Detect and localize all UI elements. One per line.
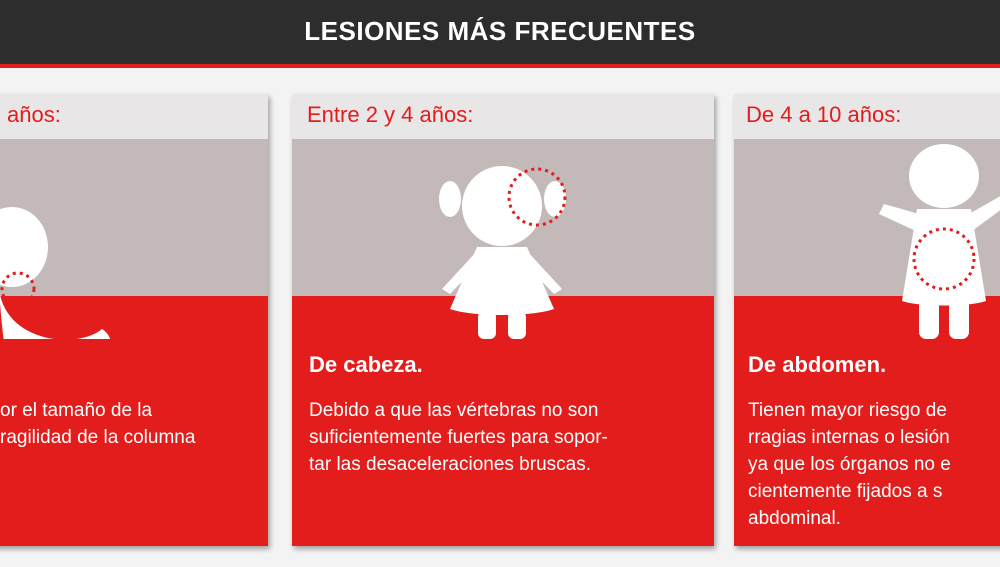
card-subtitle: De cabeza.	[309, 352, 423, 377]
header-bar	[0, 0, 1000, 68]
description-line: Tienen mayor riesgo de	[748, 400, 947, 421]
page-title: LESIONES MÁS FRECUENTES	[304, 16, 696, 46]
crawling-baby-icon	[0, 139, 268, 339]
age-label: De 4 a 10 años:	[746, 102, 902, 127]
card-subtitle: De abdomen.	[748, 352, 887, 377]
card-description	[0, 397, 268, 451]
card-header	[0, 94, 268, 140]
child-girl-icon	[734, 139, 1000, 339]
card-description	[748, 397, 1000, 532]
description-line: tar las desaceleraciones bruscas.	[309, 454, 591, 475]
age-label: Entre 2 y 4 años:	[307, 102, 474, 127]
card-age-4-10	[734, 94, 1000, 546]
card-age-2-4	[292, 94, 714, 546]
card-age-0-2	[0, 94, 268, 546]
card-header	[734, 94, 1000, 140]
description-line: suficientemente fuertes para sopor-	[309, 427, 608, 448]
card-header	[292, 94, 714, 140]
toddler-girl-icon	[292, 139, 714, 339]
description-line: cientemente fijados a s	[748, 481, 943, 502]
age-label: años:	[7, 102, 61, 127]
description-line: ragilidad de la columna	[0, 427, 196, 448]
description-line: ya que los órganos no e	[748, 454, 951, 475]
description-line: Debido a que las vértebras no son	[309, 400, 599, 421]
description-line: rragias internas o lesión	[748, 427, 950, 448]
description-line: abdominal.	[748, 508, 841, 529]
description-line: or el tamaño de la	[0, 400, 153, 421]
card-description	[309, 397, 704, 478]
